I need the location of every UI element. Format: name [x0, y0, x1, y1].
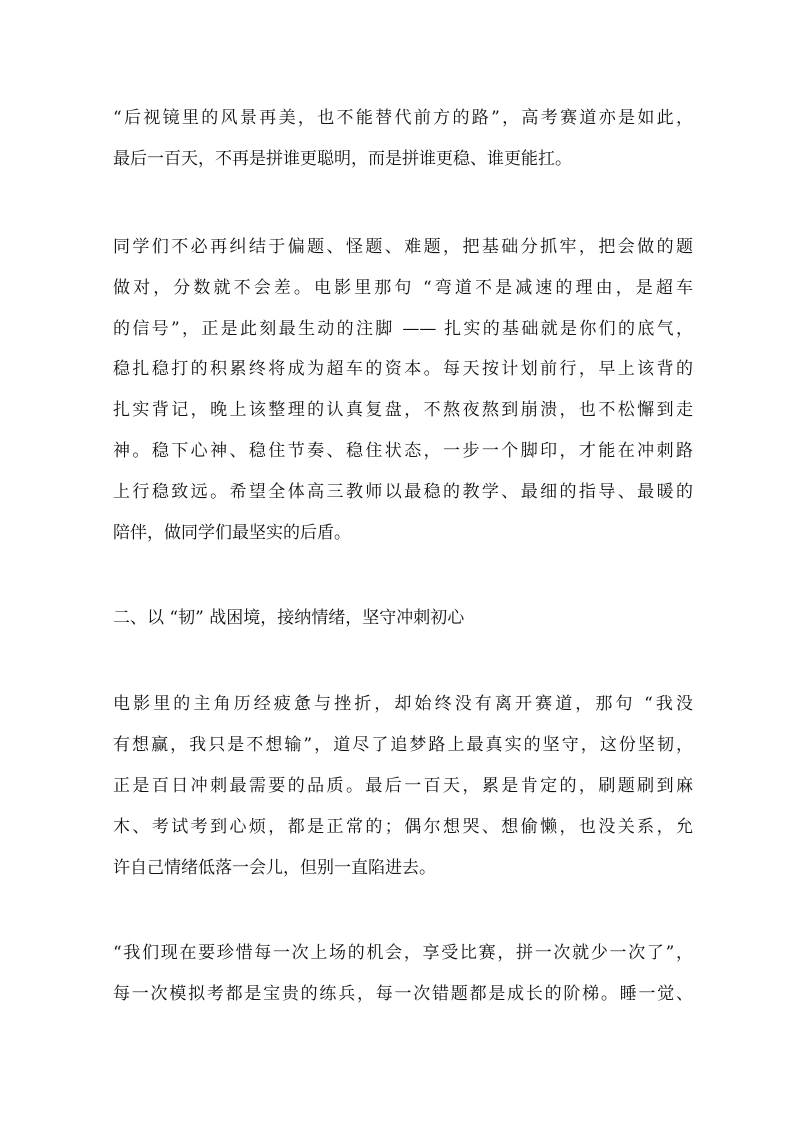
paragraph-3-line-1: 电影里的主角历经疲惫与挫折，却始终没有离开赛道，那句 “我没 [113, 694, 693, 714]
paragraph-2-line-8: 陪伴，做同学们最坚实的后盾。 [113, 523, 351, 543]
paragraph-3-line-4: 木、考试考到心烦，都是正常的；偶尔想哭、想偷懒，也没关系，允 [113, 817, 693, 837]
paragraph-2-line-1: 同学们不必再纠结于偏题、怪题、难题，把基础分抓牢，把会做的题 [113, 237, 693, 257]
paragraph-2-line-6: 神。稳下心神、稳住节奏、稳住状态，一步一个脚印，才能在冲刺路 [113, 441, 693, 461]
paragraph-4-line-1: “我们现在要珍惜每一次上场的机会，享受比赛，拼一次就少一次了”， [113, 943, 693, 963]
paragraph-3-line-2: 有想赢，我只是不想输”，道尽了追梦路上最真实的坚守，这份坚韧， [113, 735, 693, 755]
paragraph-2-line-7: 上行稳致远。希望全体高三教师以最稳的教学、最细的指导、最暖的 [113, 482, 693, 502]
paragraph-3-line-3: 正是百日冲刺最需要的品质。最后一百天，累是肯定的，刷题刷到麻 [113, 776, 693, 796]
paragraph-2-line-4: 稳扎稳打的积累终将成为超车的资本。每天按计划前行，早上该背的 [113, 359, 693, 379]
paragraph-3-line-5: 许自己情绪低落一会儿，但别一直陷进去。 [113, 858, 436, 878]
paragraph-1-line-1: “后视镜里的风景再美，也不能替代前方的路”，高考赛道亦是如此， [113, 108, 693, 128]
paragraph-2-line-3: 的信号”，正是此刻最生动的注脚 —— 扎实的基础就是你们的底气， [113, 319, 693, 339]
paragraph-1-line-2: 最后一百天，不再是拼谁更聪明，而是拼谁更稳、谁更能扛。 [113, 149, 572, 169]
section-heading: 二、以 “韧” 战困境，接纳情绪，坚守冲刺初心 [113, 608, 465, 628]
paragraph-2-line-5: 扎实背记，晚上该整理的认真复盘，不熬夜熬到崩溃，也不松懈到走 [113, 400, 693, 420]
paragraph-4-line-2: 每一次模拟考都是宝贵的练兵，每一次错题都是成长的阶梯。睡一觉、 [113, 984, 693, 1004]
paragraph-2-line-2: 做对，分数就不会差。电影里那句 “弯道不是减速的理由，是超车 [113, 278, 693, 298]
